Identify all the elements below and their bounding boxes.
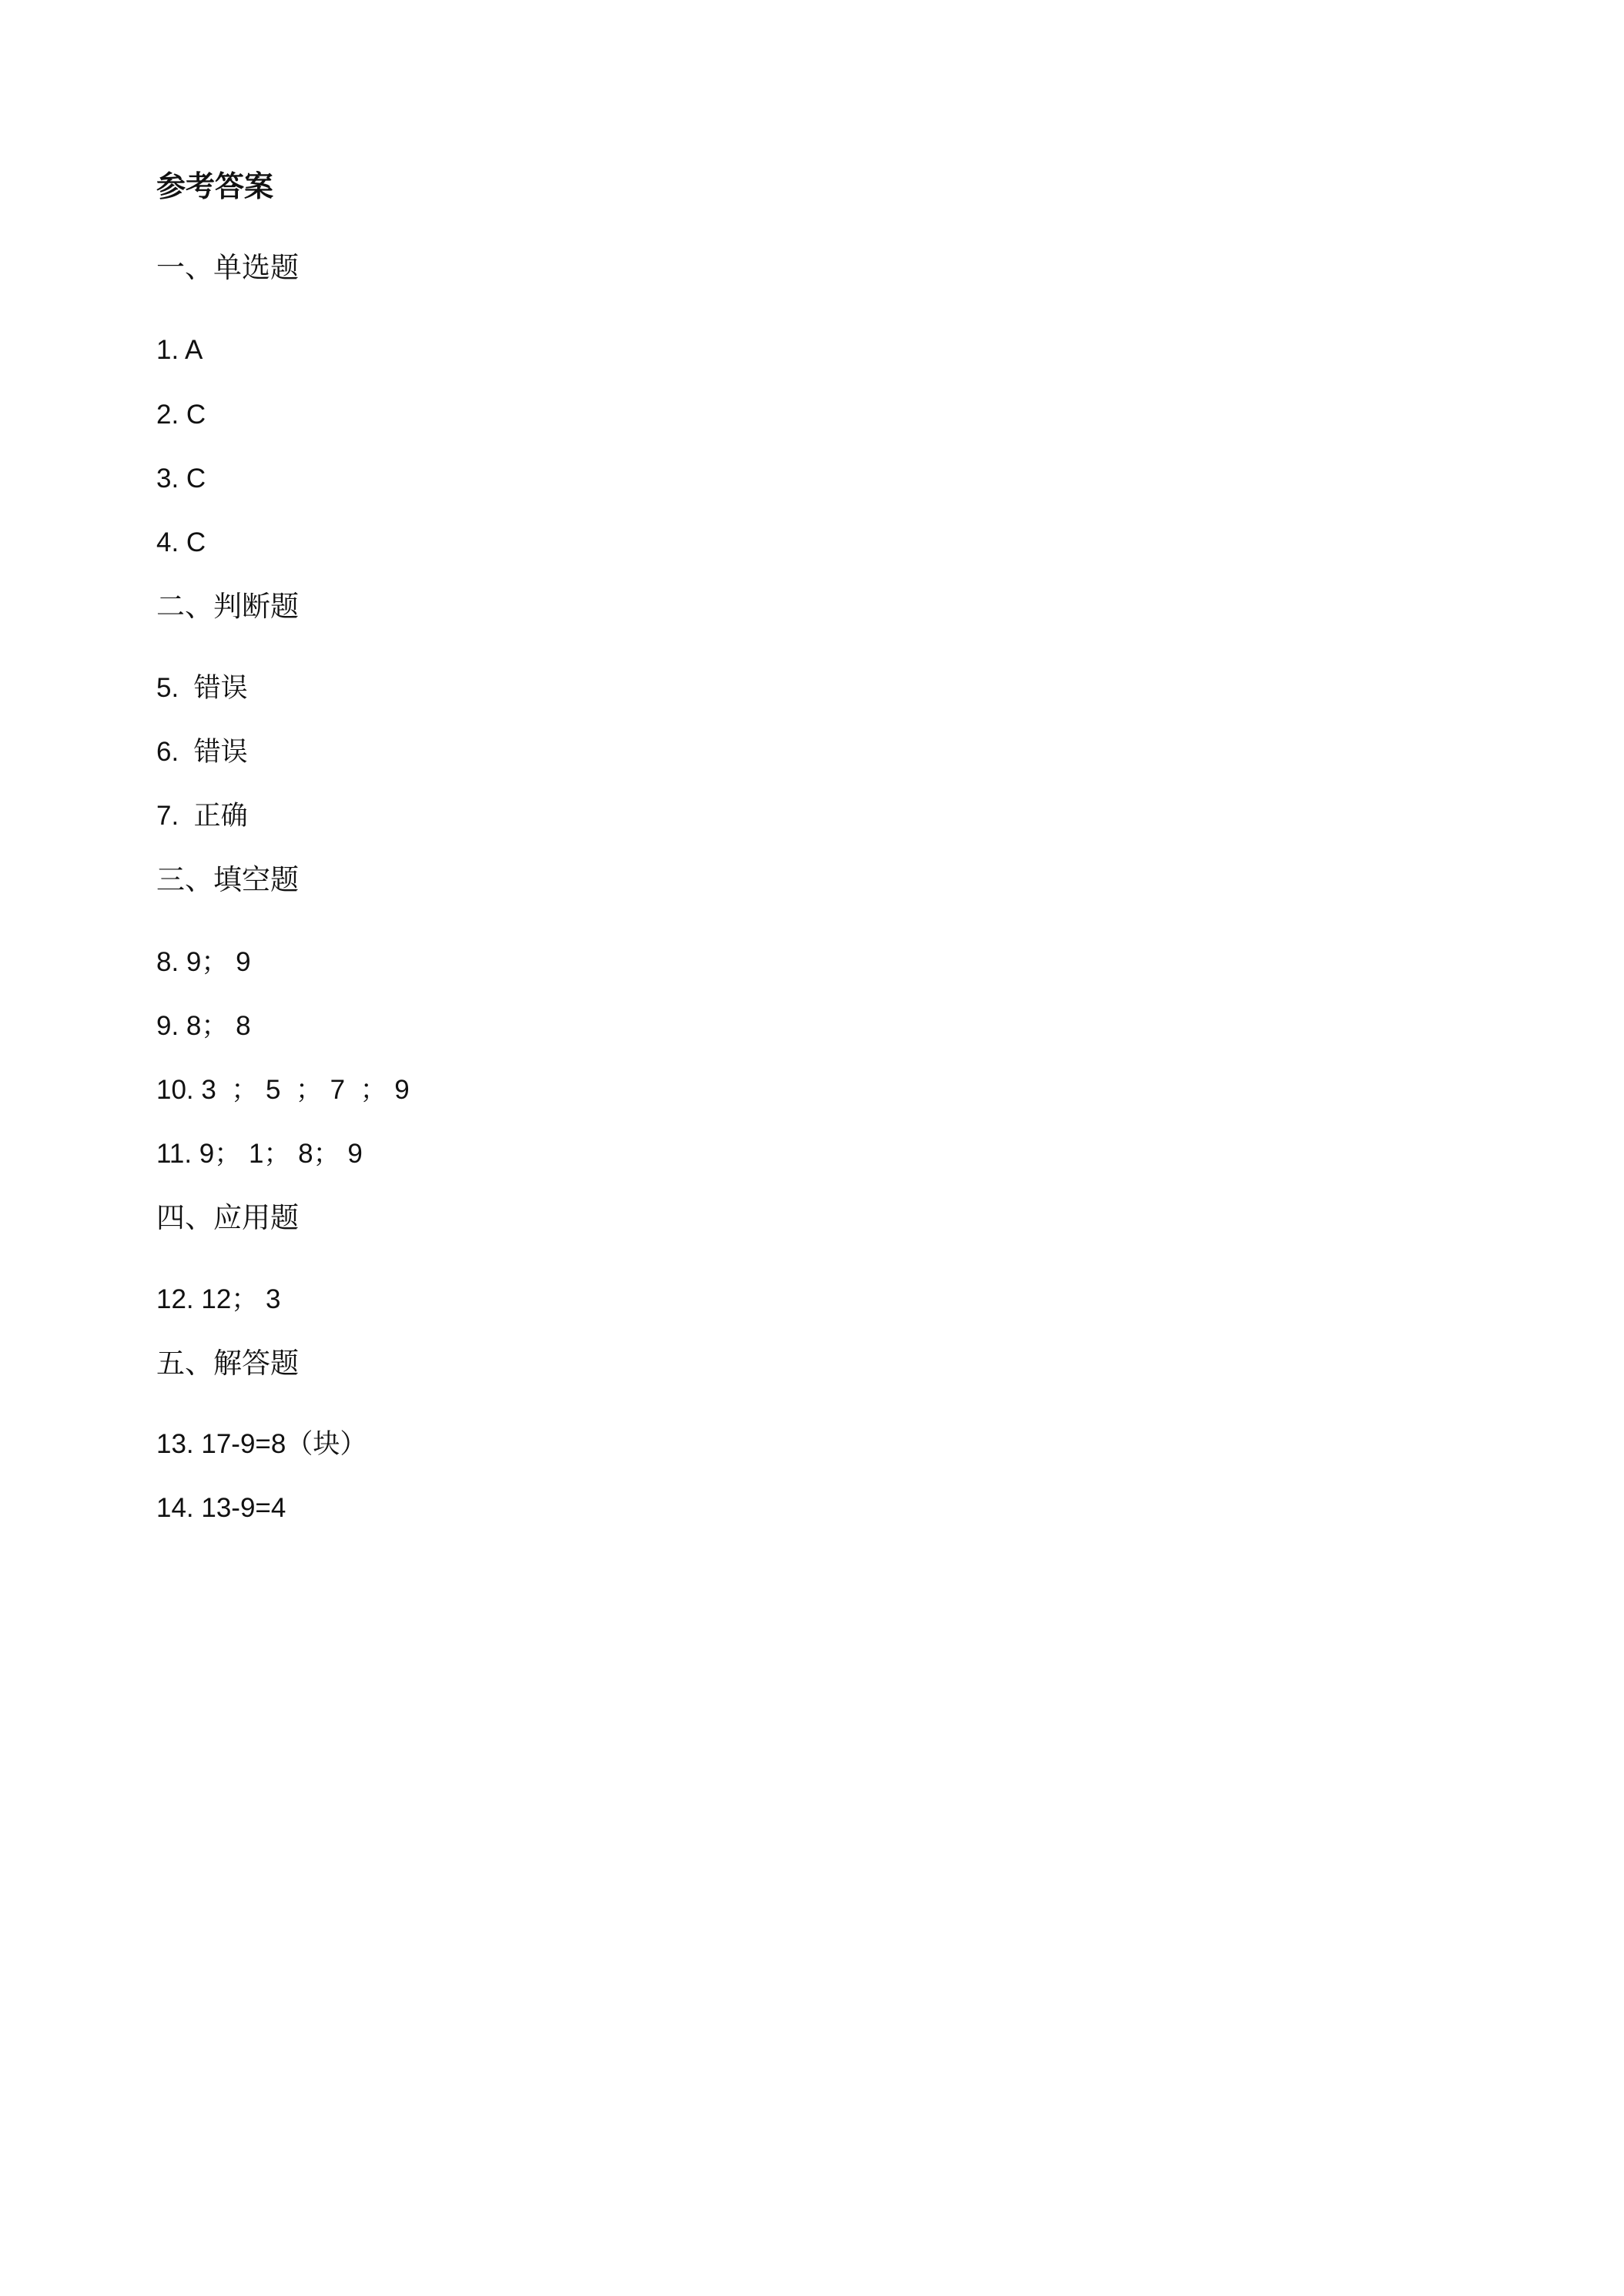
section-heading-true-false: 二、判断题 [156, 590, 299, 623]
section-heading-application: 四、应用题 [156, 1201, 299, 1234]
answer-item-1: 1. A [156, 335, 203, 365]
answer-item-8: 8. 9； 9 [156, 947, 251, 977]
answer-item-4: 4. C [156, 527, 206, 557]
answer-item-14: 14. 13-9=4 [156, 1493, 286, 1523]
section-heading-solution: 五、解答题 [156, 1347, 299, 1380]
section-heading-fill-in: 三、填空题 [156, 863, 299, 896]
answer-item-11: 11. 9； 1； 8； 9 [156, 1139, 363, 1169]
answer-item-9: 9. 8； 8 [156, 1011, 251, 1041]
answer-item-5: 5. 错误 [156, 673, 248, 703]
answer-item-13: 13. 17-9=8（块） [156, 1429, 367, 1459]
answer-item-6: 6. 错误 [156, 737, 248, 767]
answer-item-3: 3. C [156, 464, 206, 494]
answer-item-7: 7. 正确 [156, 801, 248, 831]
section-heading-single-choice: 一、单选题 [156, 251, 299, 284]
answer-item-12: 12. 12； 3 [156, 1284, 281, 1314]
answer-item-2: 2. C [156, 400, 206, 430]
page-title: 参考答案 [156, 171, 274, 203]
answer-item-10: 10. 3 ； 5 ； 7 ； 9 [156, 1075, 410, 1105]
